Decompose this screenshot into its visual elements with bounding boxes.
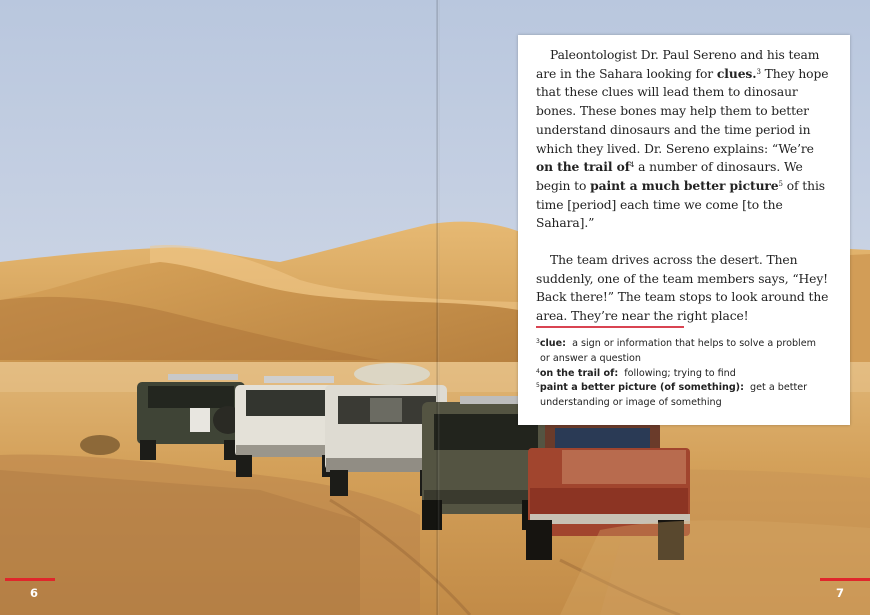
footnote-definition: following; trying to find: [624, 367, 736, 379]
footnote-term: on the trail of:: [539, 367, 619, 379]
footnote-ref: 5: [778, 179, 783, 188]
footnote-term: paint a better picture (of something):: [539, 382, 744, 394]
footnote-item: [536, 367, 836, 382]
text-run: a number of dinosaurs. We begin to: [536, 160, 803, 193]
text-run: of this time [period] each time we come [to the Sahara].”: [536, 178, 825, 231]
footnote-item: [536, 337, 836, 367]
page-number-right: 7: [836, 586, 845, 600]
footnote-number: 5: [536, 382, 540, 390]
footnote-definition-cont: understanding or image of something: [540, 397, 722, 409]
book-gutter: [436, 0, 440, 615]
footnote-divider: [536, 326, 684, 328]
text-run: They hope that these clues will lead them to dinosaur bones. These bones may help them to better understand dinosaurs and the time period in which they lived. Dr. Sereno explains: “We’re: [536, 66, 829, 156]
paragraph-1: [536, 46, 832, 233]
footnote-ref: 3: [756, 67, 761, 76]
footnote-item: [536, 381, 836, 411]
left-page-mark: [5, 578, 55, 581]
right-page-mark: [820, 578, 870, 581]
footnote-definition: get a better: [750, 382, 808, 394]
key-term: clues.: [716, 65, 757, 81]
footnote-number: 3: [536, 338, 540, 345]
paragraph-2: [536, 251, 832, 326]
text-run: Paleontologist Dr. Paul Sereno and his team are in the Sahara looking for: [536, 48, 820, 81]
key-term: paint a much better picture: [590, 177, 779, 193]
footnotes: [536, 337, 836, 411]
footnote-definition: a sign or information that helps to solve a problem: [572, 338, 816, 349]
key-term: on the trail of: [536, 159, 630, 175]
footnote-term: clue:: [539, 338, 566, 349]
page-number-left: 6: [30, 586, 39, 600]
footnote-definition-cont: or answer a question: [540, 352, 641, 364]
text-run: The team drives across the desert. Then suddenly, one of the team members says, “Hey! Back there!” The team stops to look around the area. They’re near the right place!: [536, 253, 829, 324]
footnote-ref: 4: [629, 161, 635, 170]
text-panel: [518, 35, 850, 425]
footnote-number: 4: [536, 367, 540, 375]
